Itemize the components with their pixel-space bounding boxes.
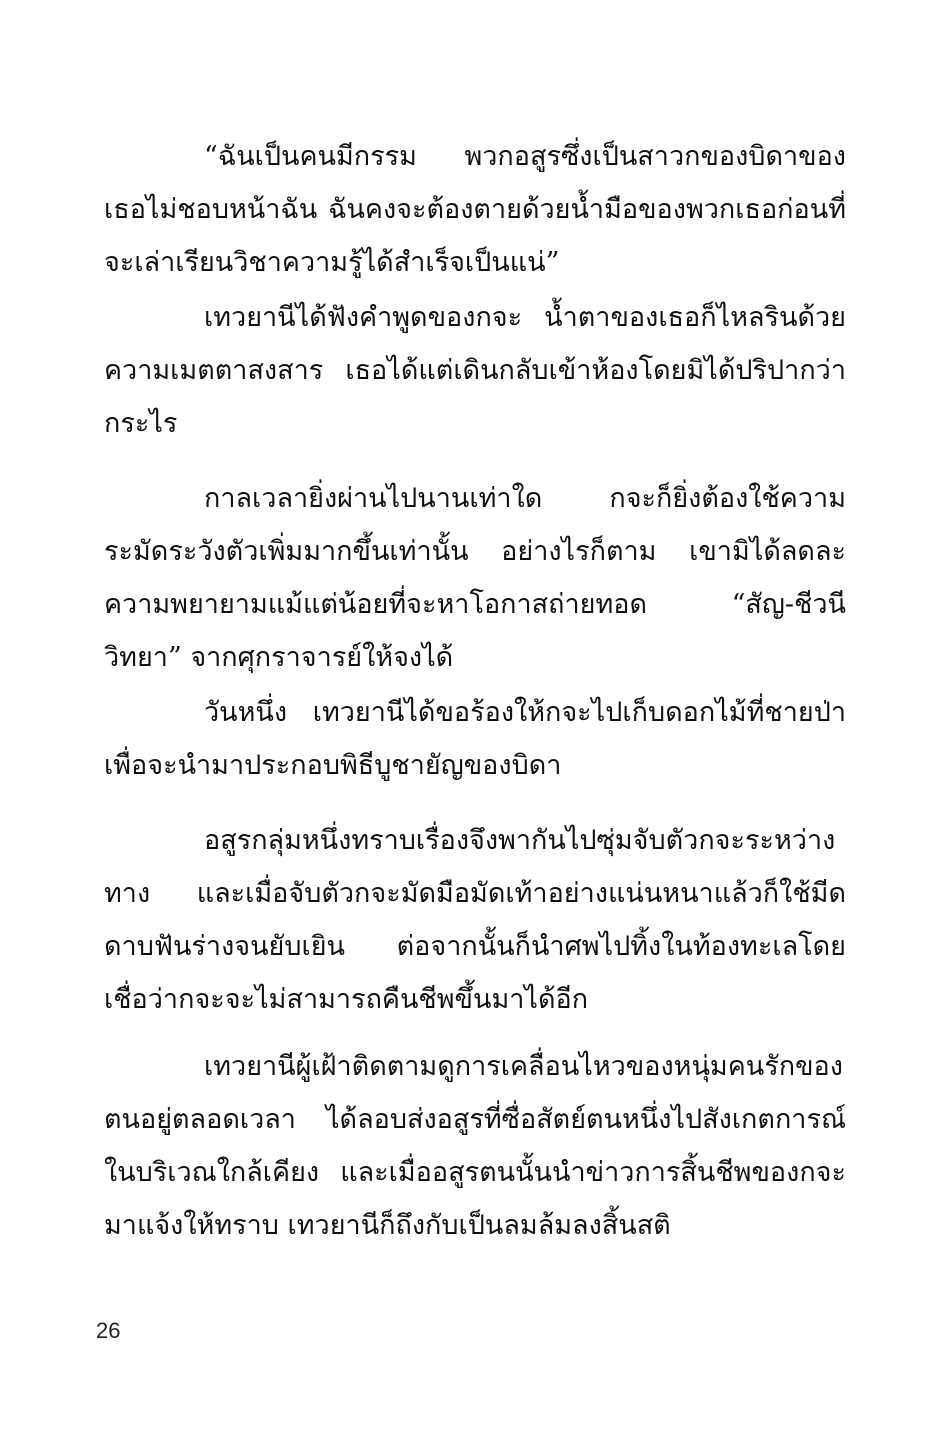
page-number: 26: [96, 1318, 121, 1343]
paragraph-3: กาลเวลายิ่งผ่านไปนานเท่าใด กจะก็ยิ่งต้องใช้ความระมัดระวังตัวเพิ่มมากขึ้นเท่านั้น อย่างไรก็ตาม เขามิได้ลดละความพยายามแม้แต่น้อยที่จะหาโอกาสถ่ายทอด “สัญ-ชีวนีวิทยา” จากศุกราจารย์ให้จงได้: [104, 483, 846, 673]
body-text: [104, 130, 846, 1252]
paragraph-2: เทวยานีได้ฟังคำพูดของกจะ น้ำตาของเธอก็ไหลรินด้วยความเมตตาสงสาร เธอได้แต่เดินกลับเข้าห้องโดยมิได้ปริปากว่ากระไร: [104, 302, 846, 439]
paragraph-4: วันหนึ่ง เทวยานีได้ขอร้องให้กจะไปเก็บดอกไม้ที่ชายป่าเพื่อจะนำมาประกอบพิธีบูชายัญของบิดา: [104, 697, 846, 781]
paragraph-1: “ฉันเป็นคนมีกรรม พวกอสูรซึ่งเป็นสาวกของบิดาของเธอไม่ชอบหน้าฉัน ฉันคงจะต้องตายด้วยน้ำมือของพวกเธอก่อนที่จะเล่าเรียนวิชาความรู้ได้สำเร็จเป็นแน่”: [104, 141, 846, 278]
paragraph-5: อสูรกลุ่มหนึ่งทราบเรื่องจึงพากันไปซุ่มจับตัวกจะระหว่างทาง และเมื่อจับตัวกจะมัดมือมัดเท้าอย่างแน่นหนาแล้วก็ใช้มีดดาบฟันร่างจนยับเยิน ต่อจากนั้นก็นำศพไปทิ้งในท้องทะเลโดยเชื่อว่ากจะจะไม่สามารถคืนชีพขึ้นมาได้อีก: [104, 825, 846, 1015]
paragraph-6: เทวยานีผู้เฝ้าติดตามดูการเคลื่อนไหวของหนุ่มคนรักของตนอยู่ตลอดเวลา ได้ลอบส่งอสูรที่ซื่อสัตย์ตนหนึ่งไปสังเกตการณ์ในบริเวณใกล้เคียง และเมื่ออสูรตนนั้นนำข่าวการสิ้นชีพของกจะมาแจ้งให้ทราบ เทวยานีก็ถึงกับเป็นลมล้มลงสิ้นสติ: [104, 1051, 846, 1241]
